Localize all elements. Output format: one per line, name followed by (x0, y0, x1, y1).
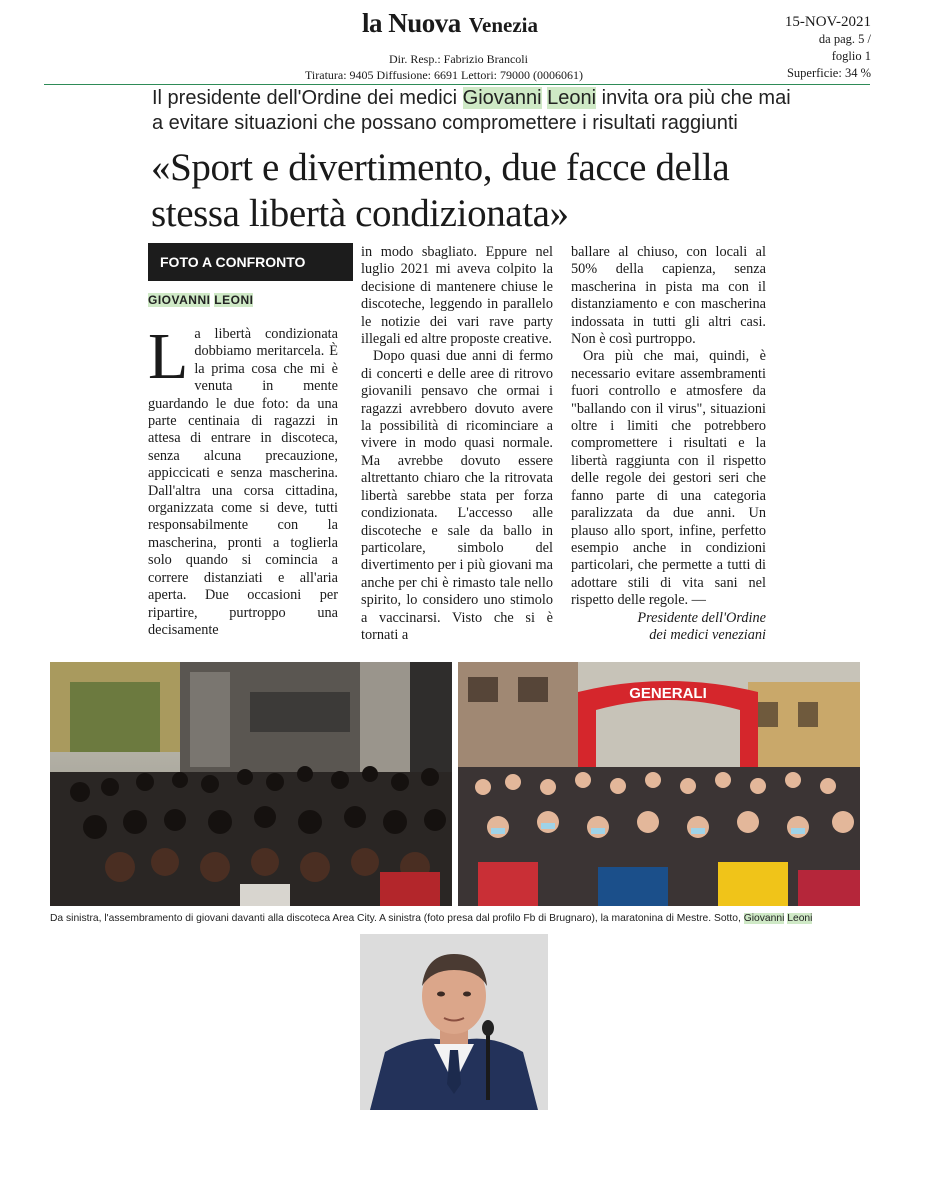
crowd-illustration (50, 662, 452, 906)
circulation-line: Tiratura: 9405 Diffusione: 6691 Lettori: 79000 (0006061) (305, 68, 583, 82)
photo-marathon-start (458, 662, 860, 906)
surface-ref: Superficie: 34 % (786, 66, 871, 80)
kicker (152, 86, 792, 136)
masthead (362, 8, 538, 39)
newspaper-name: la Nuova (362, 8, 461, 38)
foglio-ref: foglio 1 (831, 49, 871, 63)
portrait-illustration (360, 934, 548, 1110)
photo-portrait (360, 934, 548, 1110)
header-divider (44, 84, 870, 85)
arch-sponsor-label: GENERALI (629, 685, 707, 702)
byline (148, 293, 253, 307)
edition-city: Venezia (468, 13, 538, 37)
photo-caption (50, 913, 870, 924)
clipping-date: 15-NOV-2021 (784, 14, 871, 30)
article-column-2 (361, 244, 553, 644)
byline-last-name: LEONI (214, 293, 254, 307)
paragraph: Ora più che mai, quindi, è necessario evitare assembramenti fuori controllo e atmosfere da "ballando con il virus", situazioni oltre i limiti che potrebbero compromettere i risultati e la libertà raggiunta con il rispetto delle regole dei gestori seri che fanno parte di una categoria paralizzata da due anni. Un plauso allo sport, infine, perfetto esempio anche in condizioni particolari, che permette a tutti di adottare stili di vita sani nel rispetto delle regole. — (571, 348, 766, 609)
paragraph: in modo sbagliato. Eppure nel luglio 2021 mi aveva colpito la decisione di mantenere chiuse le discoteche, leggendo in parallelo le notizie dei vari rave party illegali ed altre proposte creative. (361, 244, 553, 348)
photo-nightclub-crowd (50, 662, 452, 906)
article-column-3 (571, 244, 766, 644)
dropcap: L (148, 320, 189, 393)
director-line: Dir. Resp.: Fabrizio Brancoli (389, 52, 528, 66)
kicker-name-last: Leoni (547, 87, 597, 109)
kicker-name-first: Giovanni (462, 87, 542, 109)
caption-name-last: Leoni (787, 913, 813, 924)
section-tag: FOTO A CONFRONTO (148, 243, 353, 281)
headline: «Sport e divertimento, due facce della stessa libertà condizionata» (151, 146, 730, 235)
byline-first-name: GIOVANNI (148, 293, 211, 307)
kicker-text-start: Il presidente dell'Ordine dei medici (152, 87, 463, 109)
page-ref: da pag. 5 / (818, 32, 871, 46)
article-column-1 (148, 320, 338, 639)
caption-name-first: Giovanni (743, 913, 785, 924)
marathon-illustration (458, 662, 860, 906)
paragraph: a libertà condizionata dobbiamo meritarcela. È la prima cosa che mi è venuta in mente guardando le due foto: da una parte centinaia di ragazzi in attesa di entrare in discoteca, senza alcuna precauzione, appiccicati e senza mascherina. Dall'altra una corsa cittadina, organizzata come si deve, tutti responsabilmente con la mascherina, pronti a toglierla solo quando si comincia a correre distanziati e all'aria aperta. Due occasioni per ripartire, purtroppo una decisamente (148, 326, 338, 638)
paragraph: Dopo quasi due anni di fermo di concerti e delle aree di ritrovo giovanili pensavo che ormai i ragazzi avrebbero dovuto avere la possibilità di ricominciare a vivere in modo quasi normale. Ma avrebbe dovuto essere altrettanto chiaro che la ritrovata libertà sarebbe stata per forza condizionata. L'accesso alle discoteche e sale da ballo in particolare, simbolo del divertimento per i più giovani ma anche per chi è rimasto tale nello spirito, lo considero uno stimolo a vaccinarsi. Visto che si è tornati a (361, 348, 553, 643)
caption-text: Da sinistra, l'assembramento di giovani davanti alla discoteca Area City. A sinistra (foto presa dal profilo Fb di Brugnaro), la maratonina di Mestre. Sotto, (50, 913, 744, 924)
author-title-line-2: dei medici veneziani (649, 626, 766, 643)
kicker-text-end: invita ora più che mai a evitare situazioni che possano compromettere i risultati raggiunti (152, 87, 791, 134)
author-title-line-1: Presidente dell'Ordine (637, 609, 766, 626)
paragraph: ballare al chiuso, con locali al 50% della capienza, senza mascherina in pista ma con il distanziamento e con mascherina indossata in tutti gli altri casi. Non è così purtroppo. (571, 244, 766, 348)
clipping-meta (785, 14, 871, 82)
